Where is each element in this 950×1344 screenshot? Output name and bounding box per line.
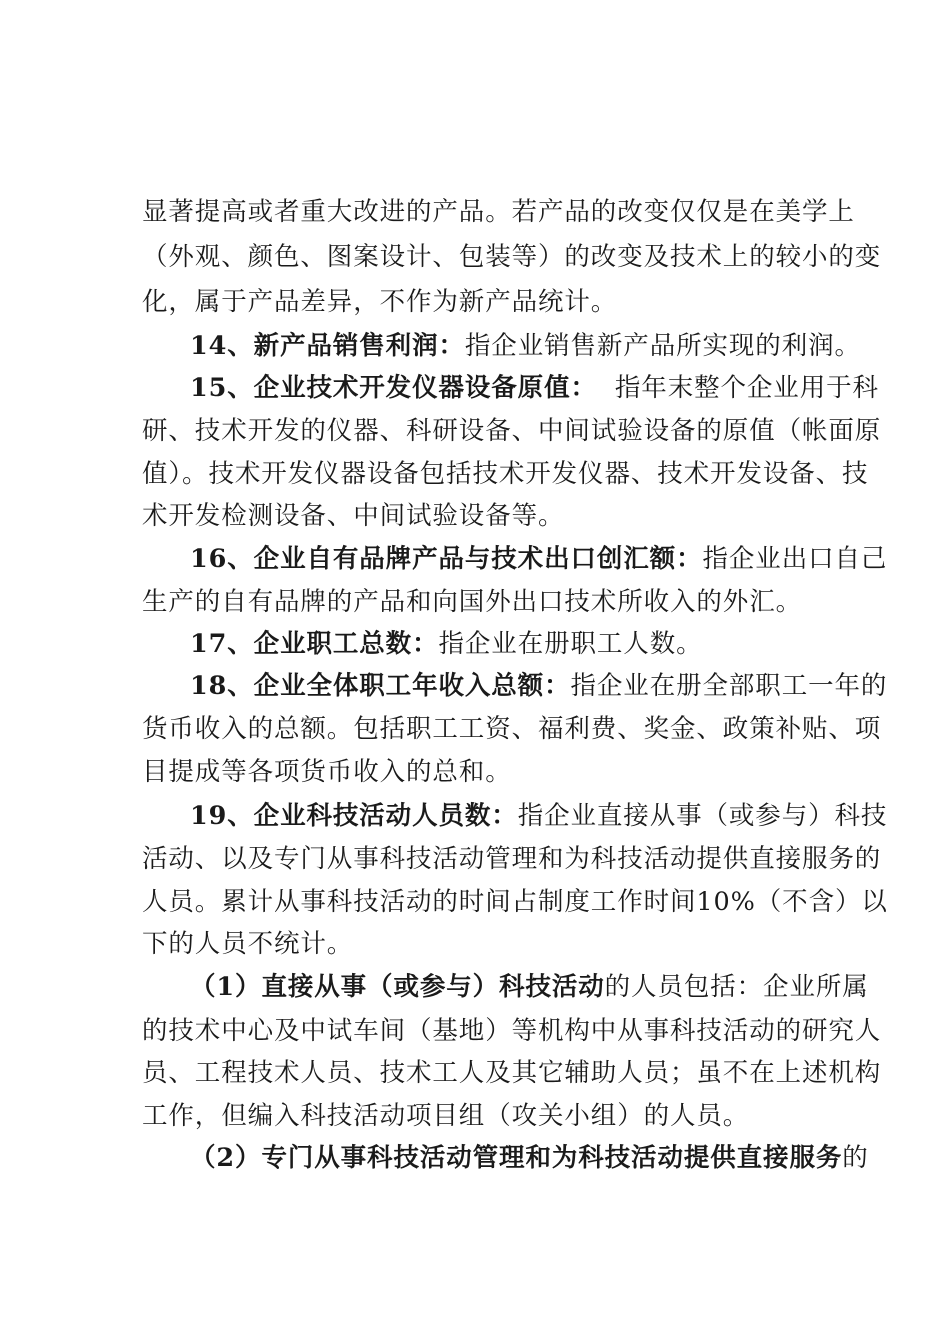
term-19-2: （2）专门从事科技活动管理和为科技活动提供直接服务 xyxy=(190,1143,843,1173)
paragraph-16-line-1: 16、企业自有品牌产品与技术出口创汇额：指企业出口自己 xyxy=(190,544,888,574)
paragraph-19-line-1: 19、企业科技活动人员数：指企业直接从事（或参与）科技 xyxy=(190,801,888,831)
term-19-1: （1）直接从事（或参与）科技活动 xyxy=(190,972,605,1002)
term-14: 14、新产品销售利润： xyxy=(190,331,465,361)
paragraph-15-line-3: 值）。技术开发仪器设备包括技术开发仪器、技术开发设备、技 xyxy=(142,459,869,489)
paragraph-13-line-3: 化，属于产品差异，不作为新产品统计。 xyxy=(142,287,618,317)
paragraph-15-line-2: 研、技术开发的仪器、科研设备、中间试验设备的原值（帐面原 xyxy=(142,416,882,446)
paragraph-19-1-line-2: 的技术中心及中试车间（基地）等机构中从事科技活动的研究人 xyxy=(142,1016,882,1046)
paragraph-14: 14、新产品销售利润：指企业销售新产品所实现的利润。 xyxy=(190,331,861,361)
term-16: 16、企业自有品牌产品与技术出口创汇额： xyxy=(190,544,703,574)
paragraph-19-1-line-1: （1）直接从事（或参与）科技活动的人员包括：企业所属 xyxy=(190,972,869,1002)
paragraph-15-line-4: 术开发检测设备、中间试验设备等。 xyxy=(142,501,565,531)
paragraph-19-1-line-3: 员、工程技术人员、技术工人及其它辅助人员；虽不在上述机构 xyxy=(142,1058,882,1088)
paragraph-17: 17、企业职工总数：指企业在册职工人数。 xyxy=(190,629,703,659)
paragraph-19-line-4: 下的人员不统计。 xyxy=(142,929,354,959)
paragraph-19-line-3: 人员。累计从事科技活动的时间占制度工作时间10%（不含）以 xyxy=(142,887,888,917)
paragraph-15-line-1: 15、企业技术开发仪器设备原值： 指年末整个企业用于科 xyxy=(190,373,879,403)
paragraph-18-line-1: 18、企业全体职工年收入总额：指企业在册全部职工一年的 xyxy=(190,671,888,701)
paragraph-18-line-2: 货币收入的总额。包括职工工资、福利费、奖金、政策补贴、项 xyxy=(142,714,882,744)
paragraph-16-line-2: 生产的自有品牌的产品和向国外出口技术所收入的外汇。 xyxy=(142,587,803,617)
paragraph-18-line-3: 目提成等各项货币收入的总和。 xyxy=(142,757,512,787)
paragraph-19-2-line-1: （2）专门从事科技活动管理和为科技活动提供直接服务的 xyxy=(190,1143,869,1173)
term-15: 15、企业技术开发仪器设备原值： xyxy=(190,373,597,403)
term-19: 19、企业科技活动人员数： xyxy=(190,801,518,831)
paragraph-19-line-2: 活动、以及专门从事科技活动管理和为科技活动提供直接服务的 xyxy=(142,844,882,874)
paragraph-19-1-line-4: 工作，但编入科技活动项目组（攻关小组）的人员。 xyxy=(142,1101,750,1131)
term-17: 17、企业职工总数： xyxy=(190,629,439,659)
term-18: 18、企业全体职工年收入总额： xyxy=(190,671,571,701)
paragraph-13-line-1: 显著提高或者重大改进的产品。若产品的改变仅仅是在美学上 xyxy=(142,197,855,227)
paragraph-13-line-2: （外观、颜色、图案设计、包装等）的改变及技术上的较小的变 xyxy=(142,242,882,272)
